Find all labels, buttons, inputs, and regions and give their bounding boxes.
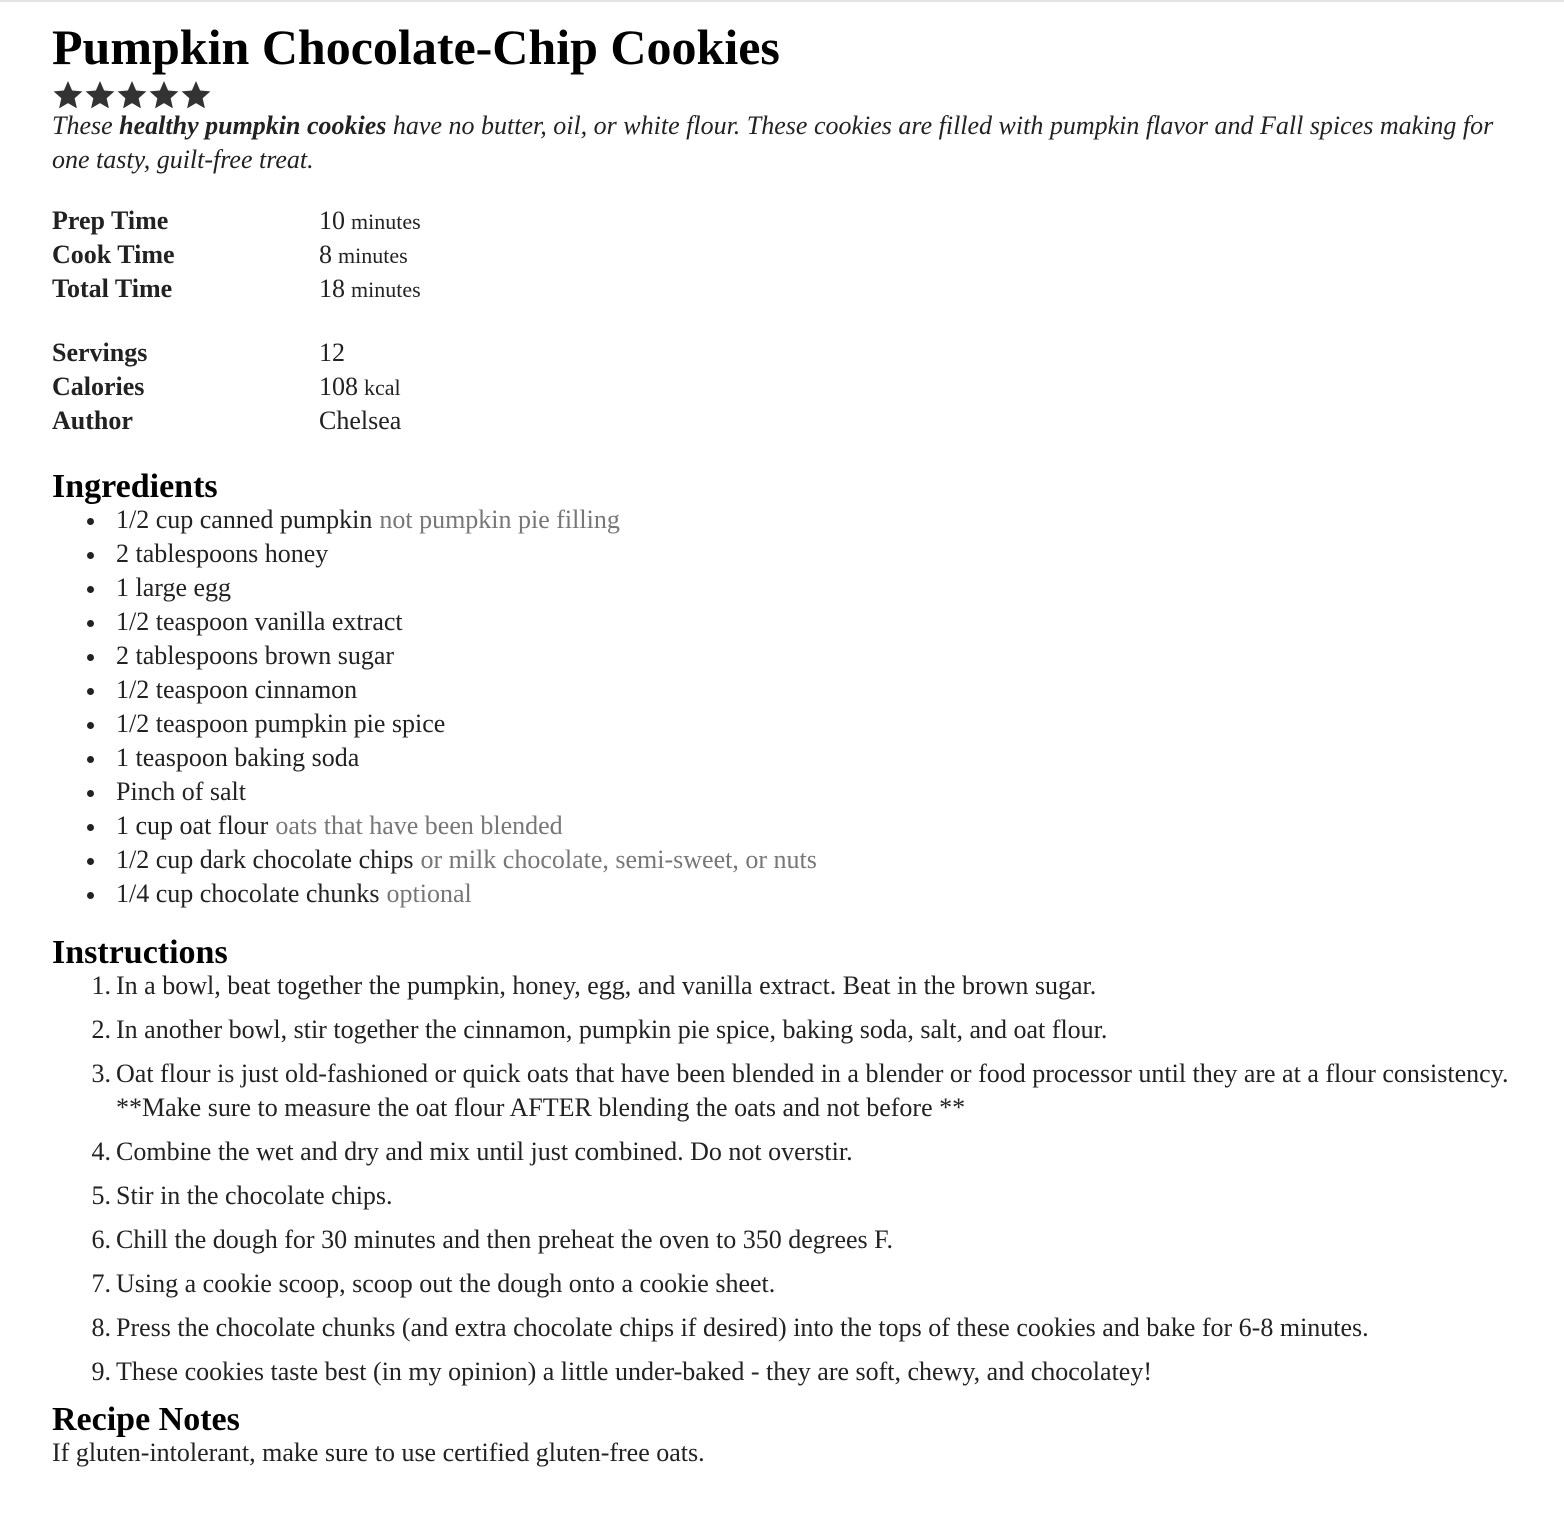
step-number: 8. (91, 1313, 111, 1342)
ingredient-text: 1/2 teaspoon cinnamon (116, 675, 358, 704)
total-time-unit: minutes (351, 277, 421, 302)
instruction-step (52, 1013, 1522, 1047)
ingredient-text: 1/2 cup dark chocolate chips (116, 845, 414, 874)
bullet-icon (87, 620, 94, 627)
step-number: 5. (91, 1181, 111, 1210)
recipe-notes-text: If gluten-intolerant, make sure to use certified gluten-free oats. (52, 1438, 705, 1467)
step-number: 1. (91, 971, 111, 1000)
ingredient-text: 1/2 cup canned pumpkin (116, 505, 373, 534)
cook-time-row (52, 238, 1522, 272)
calories-row (52, 370, 1522, 404)
prep-time-label: Prep Time (52, 206, 169, 235)
bullet-icon (87, 722, 94, 729)
instructions-list (52, 969, 1522, 1389)
cook-time-label: Cook Time (52, 240, 175, 269)
recipe-title: Pumpkin Chocolate-Chip Cookies (52, 19, 780, 75)
ingredient-text: 1 large egg (116, 573, 232, 602)
summary-highlight: healthy pumpkin cookies (119, 111, 387, 140)
calories-value (319, 370, 401, 404)
ingredient-item (52, 571, 1522, 605)
ingredient-item (52, 537, 1522, 571)
cook-time-unit: minutes (338, 243, 408, 268)
total-time-label: Total Time (52, 274, 173, 303)
ingredient-note: or milk chocolate, semi-sweet, or nuts (420, 845, 817, 874)
bullet-icon (87, 858, 94, 865)
calories-label: Calories (52, 372, 145, 401)
ingredient-text: 2 tablespoons honey (116, 539, 329, 568)
top-divider (0, 0, 1564, 2)
servings-row (52, 336, 1522, 370)
ingredient-note: not pumpkin pie filling (379, 505, 620, 534)
author-row (52, 404, 1522, 438)
ingredient-text: 1/2 teaspoon pumpkin pie spice (116, 709, 446, 738)
summary-intro: These (52, 111, 120, 140)
bullet-icon (87, 586, 94, 593)
recipe-notes-heading: Recipe Notes (52, 1401, 240, 1438)
meta-spacer (52, 306, 1522, 336)
instruction-step (52, 1057, 1522, 1125)
author-value: Chelsea (319, 406, 402, 435)
servings-label: Servings (52, 338, 148, 367)
ingredient-text: Pinch of salt (116, 777, 246, 806)
step-text: These cookies taste best (in my opinion) a little under-baked - they are soft, chewy, and chocolatey! (116, 1357, 1152, 1386)
step-number: 3. (91, 1059, 111, 1088)
ingredient-item (52, 741, 1522, 775)
cook-time-number: 8 (319, 240, 332, 269)
step-number: 2. (91, 1015, 111, 1044)
ingredient-text: 2 tablespoons brown sugar (116, 641, 395, 670)
rating-stars[interactable] (52, 79, 1522, 111)
bullet-icon (87, 790, 94, 797)
step-text: Press the chocolate chunks (and extra chocolate chips if desired) into the tops of these cookies and bake for 6-8 minutes. (116, 1313, 1369, 1342)
calories-unit: kcal (364, 375, 401, 400)
bullet-icon (87, 756, 94, 763)
ingredient-note: oats that have been blended (275, 811, 563, 840)
prep-time-value (319, 204, 421, 238)
instruction-step (52, 1179, 1522, 1213)
star-icon[interactable] (84, 79, 116, 111)
bullet-icon (87, 824, 94, 831)
bullet-icon (87, 654, 94, 661)
star-icon[interactable] (116, 79, 148, 111)
step-text: In a bowl, beat together the pumpkin, honey, egg, and vanilla extract. Beat in the brown sugar. (116, 971, 1097, 1000)
ingredient-item (52, 809, 1522, 843)
summary-rest: have no butter, oil, or white flour. These cookies are filled with pumpkin flavor and Fall spices making for one tasty, guilt-free treat. (52, 111, 1494, 174)
star-icon[interactable] (52, 79, 84, 111)
ingredient-note: optional (386, 879, 472, 908)
ingredient-text: 1 cup oat flour (116, 811, 269, 840)
ingredient-item (52, 503, 1522, 537)
ingredient-item (52, 673, 1522, 707)
step-text: Combine the wet and dry and mix until just combined. Do not overstir. (116, 1137, 853, 1166)
instruction-step (52, 1267, 1522, 1301)
ingredients-list (52, 503, 1522, 911)
instruction-step (52, 969, 1522, 1003)
step-text: Using a cookie scoop, scoop out the dough onto a cookie sheet. (116, 1269, 776, 1298)
ingredient-item (52, 639, 1522, 673)
total-time-number: 18 (319, 274, 345, 303)
bullet-icon (87, 688, 94, 695)
instruction-step (52, 1355, 1522, 1389)
cook-time-value (319, 238, 408, 272)
prep-time-row (52, 204, 1522, 238)
bullet-icon (87, 518, 94, 525)
total-time-row (52, 272, 1522, 306)
prep-time-number: 10 (319, 206, 345, 235)
ingredients-heading: Ingredients (52, 468, 218, 505)
instruction-step (52, 1223, 1522, 1257)
step-text: Oat flour is just old-fashioned or quick oats that have been blended in a blender or food processor until they are at a flour consistency. **Make sure to measure the oat flour AFTER blending the oats and not before ** (116, 1059, 1509, 1122)
recipe-card (52, 17, 1522, 1470)
instructions-heading: Instructions (52, 934, 228, 971)
instruction-step (52, 1311, 1522, 1345)
step-number: 7. (91, 1269, 111, 1298)
step-number: 9. (91, 1357, 111, 1386)
star-icon[interactable] (180, 79, 212, 111)
servings-value: 12 (319, 338, 345, 367)
calories-number: 108 (319, 372, 358, 401)
step-number: 4. (91, 1137, 111, 1166)
bullet-icon (87, 892, 94, 899)
ingredient-item (52, 877, 1522, 911)
ingredient-item (52, 843, 1522, 877)
instruction-step (52, 1135, 1522, 1169)
author-label: Author (52, 406, 133, 435)
star-icon[interactable] (148, 79, 180, 111)
prep-time-unit: minutes (351, 209, 421, 234)
recipe-meta (52, 204, 1522, 438)
ingredient-item (52, 605, 1522, 639)
ingredient-item (52, 707, 1522, 741)
bullet-icon (87, 552, 94, 559)
step-number: 6. (91, 1225, 111, 1254)
total-time-value (319, 272, 421, 306)
ingredient-item (52, 775, 1522, 809)
recipe-summary (52, 109, 1522, 177)
ingredient-text: 1/2 teaspoon vanilla extract (116, 607, 403, 636)
step-text: Chill the dough for 30 minutes and then preheat the oven to 350 degrees F. (116, 1225, 894, 1254)
ingredient-text: 1/4 cup chocolate chunks (116, 879, 380, 908)
step-text: In another bowl, stir together the cinnamon, pumpkin pie spice, baking soda, salt, and oat flour. (116, 1015, 1108, 1044)
ingredient-text: 1 teaspoon baking soda (116, 743, 360, 772)
step-text: Stir in the chocolate chips. (116, 1181, 393, 1210)
